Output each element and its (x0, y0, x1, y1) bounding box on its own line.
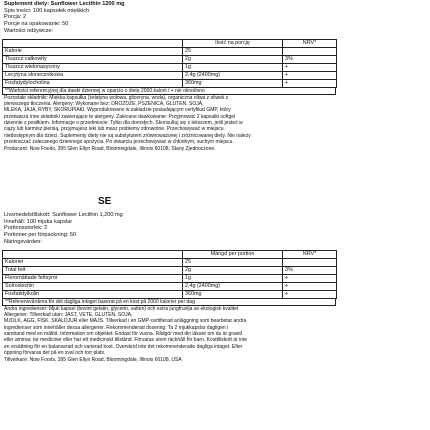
row-value: 360mg (183, 79, 283, 87)
pl-nutrition-heading: Wartości odżywcze: (4, 27, 54, 34)
pl-desc-line: niedostępnym dla dzieci. Suplementy diety nie są substytutem zrównoważonej i zróżnicowanej diety. Nie należy (4, 132, 251, 139)
se-section (2, 212, 336, 363)
se-desc-line: en ersättning för en balanserad och varierad kost. Överskrid inte det rekommenderade dagliga intaget. Efter (4, 343, 243, 350)
pl-desc-line: Producent: Now Foods, 395 Glen Ellyn Road, Bloomingdale, Illinois 60108, Stany Zjednoczone. (4, 145, 216, 152)
table-row (3, 47, 337, 55)
row-label: Lecytyna słonecznikowa (3, 71, 183, 79)
pl-desc-line: ciąży lub karmisz piersią, przyjmujesz leki lub masz problemy zdrowotne. Przechowywać w miejscu (4, 126, 224, 133)
se-serving: Portionsstorlek: 2 (4, 225, 48, 232)
row-nrv: + (283, 282, 337, 290)
row-label: Tłuszcz całkowity (3, 55, 183, 63)
row-nrv (283, 258, 337, 266)
pl-desc-line: MLEKA, JAJA, RYBY, SKORUPIAKI. Wyprodukowano w zakładzie posiadającym certyfikat GMP, który (4, 107, 231, 114)
row-label: Solroslecitin (3, 282, 183, 290)
pl-servings-per-pack: Porcje na opakowanie: 50 (4, 21, 69, 28)
se-desc-line: eller ammar, tar mediciner eller har ett medicinskt tillstånd. Förvaras utom räckhåll för barn. Kosttillskott är inte (4, 337, 248, 344)
se-footnote: **Referensvärdena för det dagliga intaget baserat på en kost på 2000 kalorier per dag (2, 299, 336, 306)
row-value: 2g (183, 55, 283, 63)
se-title: Livsmedelstillskott: Sunflower Lecithin 1,200 mg (4, 212, 123, 218)
table-row (3, 274, 337, 282)
se-nutrition-heading: Näringsvärden: (4, 238, 42, 245)
row-label: Tłuszcz wielonasycony (3, 63, 183, 71)
row-nrv: + (283, 274, 337, 282)
se-desc-line: Tillverkare: Now Foods, 395 Glen Ellyn Road, Bloomingdale, Illinois 60108, USA (4, 356, 182, 363)
table-row (3, 266, 337, 274)
row-nrv: + (283, 290, 337, 298)
pl-footnote: **Wartości referencyjnej dla dawki dziennej w oparciu o dietę 2000 kalorii / + nie określono (2, 88, 336, 95)
row-nrv: + (283, 63, 337, 71)
table-row (3, 79, 337, 87)
pl-contents: Spis treści: 100 kapsułek miękkich (4, 7, 90, 14)
row-label: Total fett (3, 266, 183, 274)
row-label: Kalorie (3, 47, 183, 55)
row-value: 2,4g (2400mg) (183, 71, 283, 79)
pl-nutrition-table (2, 39, 337, 88)
se-servings-per-pack: Portioner per förpackning: 50 (4, 232, 77, 239)
row-nrv: + (283, 79, 337, 87)
table-header-amount: Mängd per portion (183, 250, 283, 258)
row-value: 360mg (183, 290, 283, 298)
table-header-cell (3, 39, 183, 47)
row-value: 2g (183, 266, 283, 274)
pl-title: Suplement diety: Sunflower Lecithin 1200 mg (4, 1, 125, 7)
table-header-nrv: NRV* (283, 39, 337, 47)
row-value: 2,4g (2400mg) (183, 282, 283, 290)
se-nutrition-table (2, 250, 337, 299)
se-desc-line: öppning förvaras det på en sval och torr plats. (4, 350, 106, 357)
table-row (3, 282, 337, 290)
table-row (3, 290, 337, 298)
pl-desc-line: przekraczać zalecanego dziennego spożycia. Po otwarciu przechowywać w chłodnym, suchym miejscu. (4, 139, 234, 146)
table-row (3, 258, 337, 266)
row-label: Fosfatydylocholina (3, 79, 183, 87)
se-description (2, 306, 334, 364)
table-header-row (3, 250, 337, 258)
pl-desc-line: przetwarza inne składniki zawierające te alergeny. Zalecane dawkowanie: Przyjmować 2 kapsułki softgel (4, 113, 236, 120)
pl-desc-line: dziennie z posiłkiem. Informacje o przedmiocie: Tylko dla dorosłych. Skonsultuj się z lekarzem, jeśli jesteś w (4, 120, 243, 127)
pl-desc-line: Pozostałe składniki: Miękka kapsułka (żelatyna wołowa, gliceryna, woda), organiczna oliwa z oliwek z (4, 94, 229, 101)
table-header-row (3, 39, 337, 47)
se-desc-line: Allergener: Tillverkad utan: JÄST, VETE, GLUTEN, SOJA, (4, 311, 133, 318)
row-value: 25 (183, 47, 283, 55)
se-desc-line: MJÖLK, ÄGG, FISK, SKALDJUR eller MAJS. Tillverkad i en GMP-certifierad anläggning som bearbetar andra (4, 318, 247, 325)
row-label: Fleromättade fettsyror (3, 274, 183, 282)
language-heading-se: SE (98, 196, 112, 207)
table-row (3, 63, 337, 71)
row-value: 25 (183, 258, 283, 266)
pl-serving: Porcja: 2 (4, 14, 27, 21)
pl-description (2, 95, 334, 153)
table-row (3, 71, 337, 79)
row-label: Kalorier (3, 258, 183, 266)
table-row (3, 55, 337, 63)
row-nrv: + (283, 71, 337, 79)
se-desc-line: Andra ingredienser: Mjuk kapsel (bovint gelatin, glycerin, vatten) och extra jungfruolja av ekologisk kvalitet (4, 305, 239, 312)
table-header-cell (3, 250, 183, 258)
row-nrv: 3% (283, 55, 337, 63)
se-desc-line: samband med en måltid. Information om objektet: Endast för vuxna. Rådgör med din läkare om du är gravid (4, 331, 243, 338)
row-value: 1g (183, 274, 283, 282)
row-nrv (283, 47, 337, 55)
pl-desc-line: pierwszego tłoczenia. Alergeny: Wykonane bez: DROŻDŻE, PSZENICA, GLUTEN, SOJA, (4, 100, 204, 107)
se-desc-line: ingredienser som innehåller dessa allergener. Rekommenderad dosering: Ta 2 mjukkapslar dagligen i (4, 324, 229, 331)
pl-section (2, 1, 336, 152)
row-label: Fosfatidylkolin (3, 290, 183, 298)
row-nrv: 3% (283, 266, 337, 274)
row-value: 1g (183, 63, 283, 71)
table-header-nrv: NRV* (283, 250, 337, 258)
se-contents: Innehåll: 100 mjuka kapslar (4, 218, 73, 225)
table-header-amount: Ilość na porcję (183, 39, 283, 47)
